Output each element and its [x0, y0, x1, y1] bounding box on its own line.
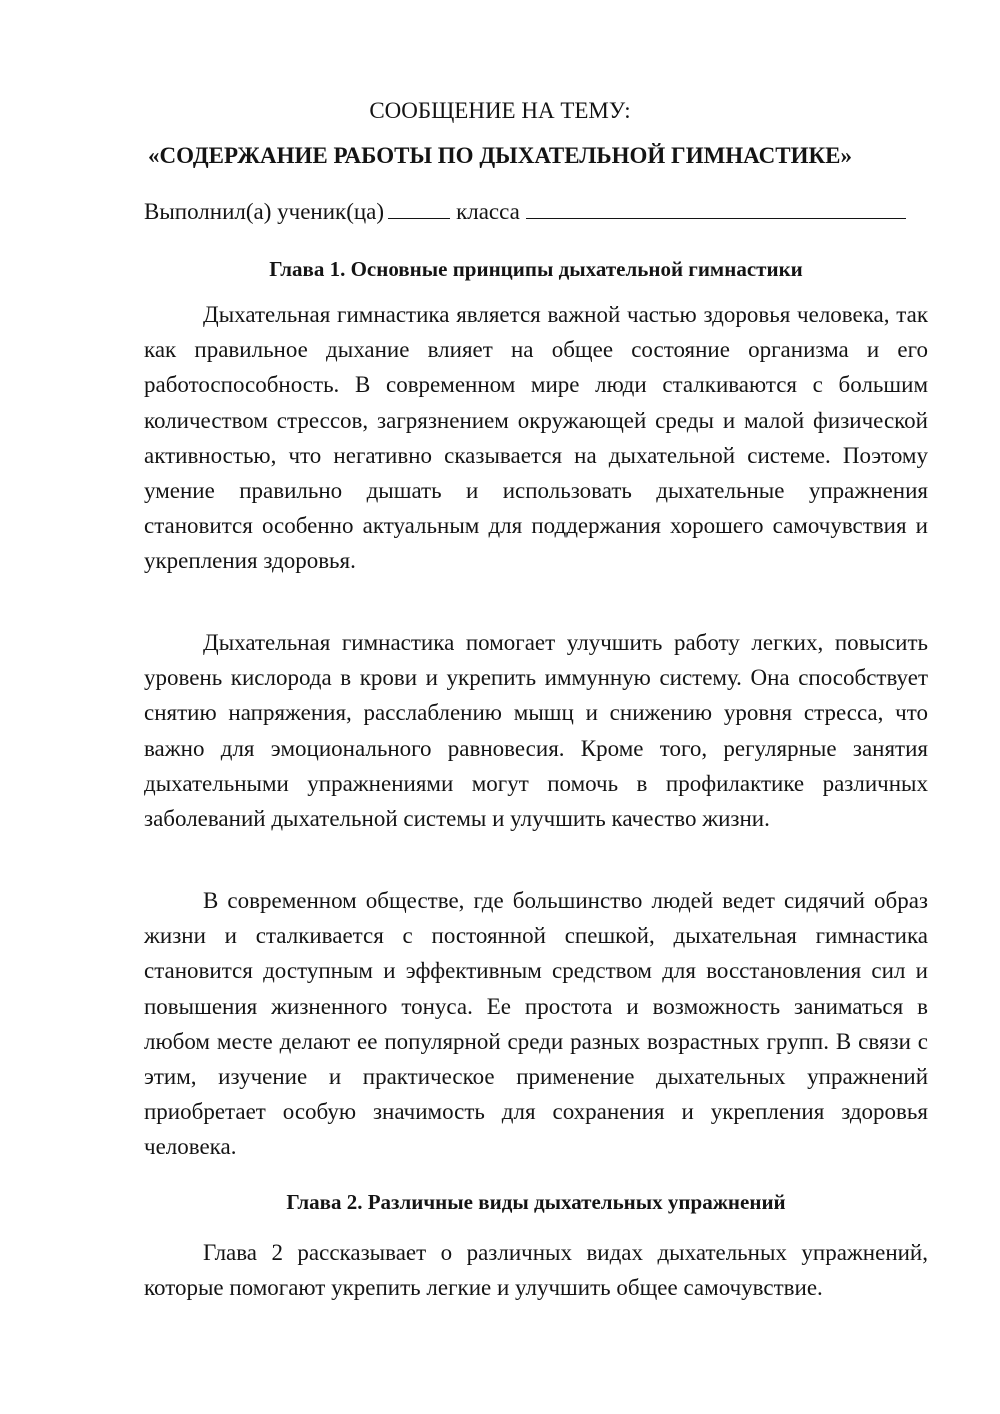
class-label: класса	[456, 199, 520, 224]
student-name-blank	[526, 198, 906, 219]
class-number-blank	[388, 198, 450, 219]
document-title-line-2: «СОДЕРЖАНИЕ РАБОТЫ ПО ДЫХАТЕЛЬНОЙ ГИМНАСТИКЕ»	[147, 143, 853, 168]
chapter-1-paragraph-2: Дыхательная гимнастика помогает улучшить работу легких, повысить уровень кислорода в крови и укрепить иммунную систему. Она способствует снятию напряжения, расслаблению мышц и снижению уровня стресса, что важно для эмоционального равновесия. Кроме того, регулярные занятия дыхательными упражнениями могут помочь в профилактике различных заболеваний дыхательной системы и улучшить качество жизни.	[144, 630, 928, 832]
chapter-1-paragraph-1: Дыхательная гимнастика является важной частью здоровья человека, так как правильное дыхание влияет на общее состояние организма и его работоспособность. В современном мире люди сталкиваются с большим количеством стрессов, загрязнением окружающей среды и малой физической активностью, что негативно сказывается на дыхательной системе. Поэтому умение правильно дышать и использовать дыхательные упражнения становится особенно актуальным для поддержания хорошего самочувствия и укрепления здоровья.	[144, 302, 928, 574]
document-title-line-1: СООБЩЕНИЕ НА ТЕМУ:	[369, 98, 631, 123]
chapter-2-heading: Глава 2. Различные виды дыхательных упражнений	[286, 1190, 786, 1214]
chapter-1-heading: Глава 1. Основные принципы дыхательной гимнастики	[269, 257, 803, 281]
author-label: Выполнил(а) ученик(ца)	[144, 199, 385, 224]
author-line	[144, 197, 906, 227]
chapter-1-paragraph-3: В современном обществе, где большинство людей ведет сидячий образ жизни и сталкивается с постоянной спешкой, дыхательная гимнастика становится доступным и эффективным средством для восстановления сил и повышения жизненного тонуса. Ее простота и возможность заниматься в любом месте делают ее популярной среди разных возрастных групп. В связи с этим, изучение и практическое применение дыхательных упражнений приобретает особую значимость для сохранения и укрепления здоровья человека.	[144, 888, 928, 1160]
chapter-2-paragraph-1: Глава 2 рассказывает о различных видах дыхательных упражнений, которые помогают укрепить легкие и улучшить общее самочувствие.	[144, 1240, 928, 1301]
